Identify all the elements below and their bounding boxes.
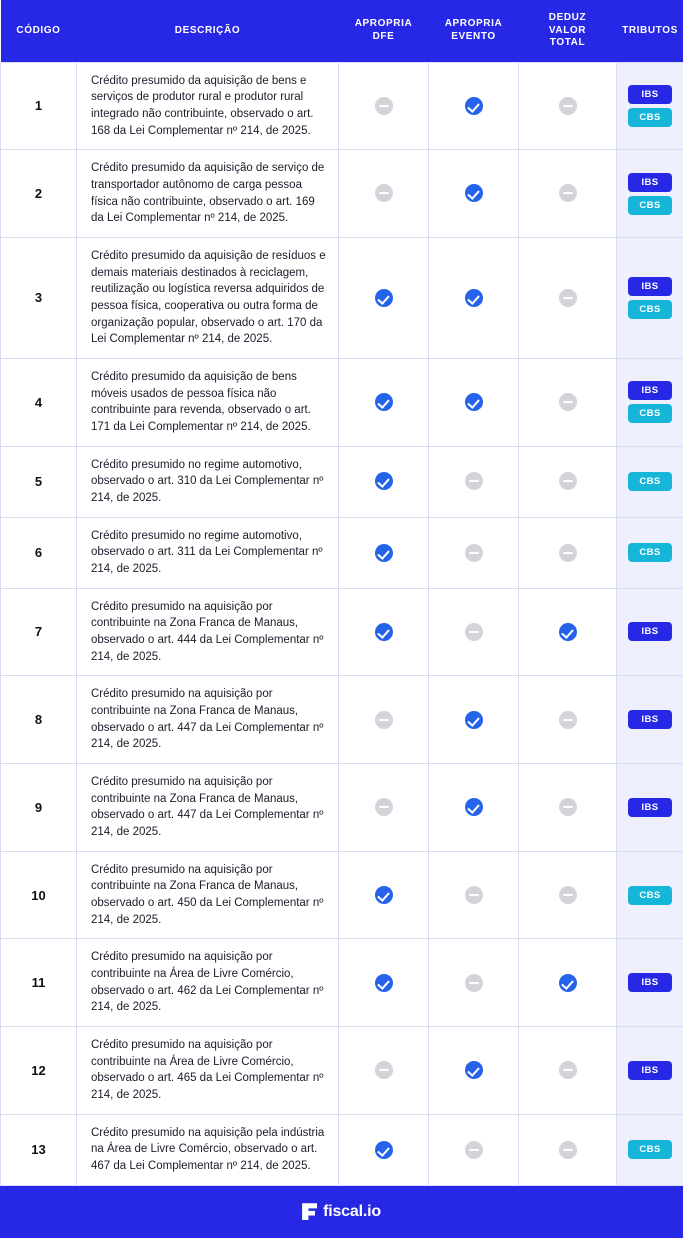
check-icon [465,97,483,115]
cell-tributos [617,517,683,588]
cell-dfe [339,939,429,1027]
cell-deduz [519,446,617,517]
header-label-deduz-line3: TOTAL [550,37,585,48]
dash-icon [559,798,577,816]
dash-icon [465,623,483,641]
cell-dfe [339,62,429,150]
dash-icon [375,184,393,202]
cell-dfe [339,150,429,238]
tributo-chip-ibs: IBS [628,622,672,641]
table-row [1,1027,683,1115]
cell-tributos [617,676,683,764]
cell-deduz [519,851,617,939]
table-row [1,851,683,939]
cell-evento [429,764,519,852]
cell-deduz [519,517,617,588]
cell-codigo: 13 [1,1114,77,1185]
check-icon [465,1061,483,1079]
dash-icon [559,544,577,562]
dash-icon [559,97,577,115]
table-header [1,0,683,62]
dash-icon [559,1141,577,1159]
cell-codigo: 1 [1,62,77,150]
cell-tributos [617,1114,683,1185]
tributo-chip-cbs: CBS [628,472,672,491]
header-label-dfe-line1: APROPRIA [355,18,413,29]
cell-descricao: Crédito presumido da aquisição de bens móveis usados de pessoa física não contribuinte para revenda, observado o art. 171 da Lei Complementar nº 214, de 2025. [77,358,339,446]
table-row [1,150,683,238]
cell-descricao: Crédito presumido na aquisição por contribuinte na Área de Livre Comércio, observado o art. 462 da Lei Complementar nº 214, de 2025. [77,939,339,1027]
dash-icon [465,886,483,904]
header-label-deduz-line2: VALOR [549,25,586,36]
tributo-chip-ibs: IBS [628,85,672,104]
dash-icon [465,472,483,490]
cell-dfe [339,676,429,764]
column-header-tributos [617,0,683,62]
dash-icon [375,798,393,816]
header-label-tributos: TRIBUTOS [622,25,678,36]
cell-evento [429,150,519,238]
cell-deduz [519,358,617,446]
cell-codigo: 12 [1,1027,77,1115]
table-row [1,676,683,764]
tributo-chip-ibs: IBS [628,277,672,296]
footer-logo-text: fiscal.io [323,1203,381,1221]
cell-deduz [519,939,617,1027]
check-icon [465,184,483,202]
check-icon [375,974,393,992]
column-header-apropria-dfe [339,0,429,62]
header-label-descricao: DESCRIÇÃO [175,25,240,36]
table-row [1,517,683,588]
cell-descricao: Crédito presumido no regime automotivo, observado o art. 310 da Lei Complementar nº 214, de 2025. [77,446,339,517]
tributo-chip-ibs: IBS [628,173,672,192]
table-row [1,446,683,517]
cell-deduz [519,62,617,150]
cell-descricao: Crédito presumido na aquisição pela indústria na Área de Livre Comércio, observado o art. 467 da Lei Complementar nº 214, de 2025. [77,1114,339,1185]
table-row [1,1114,683,1185]
fiscal-logo-icon [302,1203,317,1220]
footer-bar [0,1186,683,1238]
header-label-evento-line1: APROPRIA [445,18,503,29]
cell-descricao: Crédito presumido no regime automotivo, observado o art. 311 da Lei Complementar nº 214, de 2025. [77,517,339,588]
check-icon [375,289,393,307]
cell-evento [429,851,519,939]
cell-evento [429,62,519,150]
cell-tributos [617,446,683,517]
cell-evento [429,517,519,588]
cell-codigo: 2 [1,150,77,238]
dash-icon [559,1061,577,1079]
cell-tributos [617,358,683,446]
table-row [1,764,683,852]
dash-icon [465,1141,483,1159]
cell-evento [429,1114,519,1185]
check-icon [559,623,577,641]
cell-codigo: 10 [1,851,77,939]
cell-codigo: 7 [1,588,77,676]
cell-descricao: Crédito presumido na aquisição por contribuinte na Área de Livre Comércio, observado o art. 465 da Lei Complementar nº 214, de 2025. [77,1027,339,1115]
cell-tributos [617,851,683,939]
cell-dfe [339,517,429,588]
check-icon [375,1141,393,1159]
table-row [1,358,683,446]
cell-dfe [339,1027,429,1115]
check-icon [375,623,393,641]
cell-dfe [339,358,429,446]
cell-evento [429,358,519,446]
dash-icon [559,393,577,411]
tributo-chip-ibs: IBS [628,973,672,992]
cell-evento [429,939,519,1027]
cell-tributos [617,150,683,238]
cell-codigo: 4 [1,358,77,446]
cell-deduz [519,588,617,676]
column-header-codigo [1,0,77,62]
cell-codigo: 3 [1,237,77,358]
cell-descricao: Crédito presumido da aquisição de serviço de transportador autônomo de carga pessoa física não contribuinte, observado o art. 169 da Lei Complementar nº 214, de 2025. [77,150,339,238]
cell-descricao: Crédito presumido na aquisição por contribuinte na Zona Franca de Manaus, observado o art. 447 da Lei Complementar nº 214, de 2025. [77,676,339,764]
cell-descricao: Crédito presumido da aquisição de bens e serviços de produtor rural e produtor rural integrado não contribuinte, observado o art. 168 da Lei Complementar nº 214, de 2025. [77,62,339,150]
cell-deduz [519,1027,617,1115]
dash-icon [375,97,393,115]
tributo-chip-ibs: IBS [628,710,672,729]
cell-dfe [339,588,429,676]
header-label-codigo: CÓDIGO [16,25,60,36]
cell-tributos [617,764,683,852]
cell-dfe [339,1114,429,1185]
cell-evento [429,237,519,358]
cell-tributos [617,62,683,150]
cell-descricao: Crédito presumido na aquisição por contribuinte na Zona Franca de Manaus, observado o art. 444 da Lei Complementar nº 214, de 2025. [77,588,339,676]
column-header-deduz-valor-total [519,0,617,62]
cell-tributos [617,588,683,676]
check-icon [559,974,577,992]
cell-deduz [519,764,617,852]
dash-icon [559,886,577,904]
tributo-chip-cbs: CBS [628,543,672,562]
cell-codigo: 5 [1,446,77,517]
tributo-chip-cbs: CBS [628,886,672,905]
table-row [1,588,683,676]
cell-dfe [339,237,429,358]
check-icon [375,544,393,562]
dash-icon [559,472,577,490]
table-row [1,237,683,358]
tributo-chip-cbs: CBS [628,108,672,127]
dash-icon [465,974,483,992]
header-label-dfe-line2: DFE [373,31,395,42]
cell-deduz [519,150,617,238]
cell-dfe [339,851,429,939]
dash-icon [465,544,483,562]
cell-evento [429,676,519,764]
check-icon [465,711,483,729]
dash-icon [375,1061,393,1079]
tributo-chip-cbs: CBS [628,1140,672,1159]
cell-deduz [519,1114,617,1185]
tributo-chip-cbs: CBS [628,196,672,215]
cell-descricao: Crédito presumido na aquisição por contribuinte na Zona Franca de Manaus, observado o art. 450 da Lei Complementar nº 214, de 2025. [77,851,339,939]
dash-icon [559,711,577,729]
table-body [1,62,683,1185]
cell-dfe [339,764,429,852]
cell-codigo: 6 [1,517,77,588]
table-row [1,939,683,1027]
tributo-chip-ibs: IBS [628,381,672,400]
check-icon [465,289,483,307]
cell-codigo: 9 [1,764,77,852]
cell-tributos [617,939,683,1027]
table-row [1,62,683,150]
cell-dfe [339,446,429,517]
header-row [1,0,683,62]
cell-codigo: 8 [1,676,77,764]
column-header-apropria-evento [429,0,519,62]
cell-descricao: Crédito presumido da aquisição de resíduos e demais materiais destinados à reciclagem, reutilização ou logística reversa adquiridos de pessoa física, cooperativa ou outra forma de organização popular, observado o art. 170 da Lei Complementar nº 214, de 2025. [77,237,339,358]
dash-icon [375,711,393,729]
header-label-evento-line2: EVENTO [451,31,496,42]
tributo-chip-cbs: CBS [628,300,672,319]
cell-evento [429,446,519,517]
cell-evento [429,1027,519,1115]
header-label-deduz-line1: DEDUZ [549,12,586,23]
column-header-descricao [77,0,339,62]
cell-deduz [519,676,617,764]
dash-icon [559,184,577,202]
cell-evento [429,588,519,676]
check-icon [375,472,393,490]
check-icon [375,393,393,411]
check-icon [465,798,483,816]
cell-codigo: 11 [1,939,77,1027]
tributo-chip-ibs: IBS [628,798,672,817]
check-icon [465,393,483,411]
dash-icon [559,289,577,307]
cell-tributos [617,237,683,358]
tributo-chip-ibs: IBS [628,1061,672,1080]
check-icon [375,886,393,904]
cell-descricao: Crédito presumido na aquisição por contribuinte na Zona Franca de Manaus, observado o art. 447 da Lei Complementar nº 214, de 2025. [77,764,339,852]
cell-deduz [519,237,617,358]
tributo-chip-cbs: CBS [628,404,672,423]
cell-tributos [617,1027,683,1115]
